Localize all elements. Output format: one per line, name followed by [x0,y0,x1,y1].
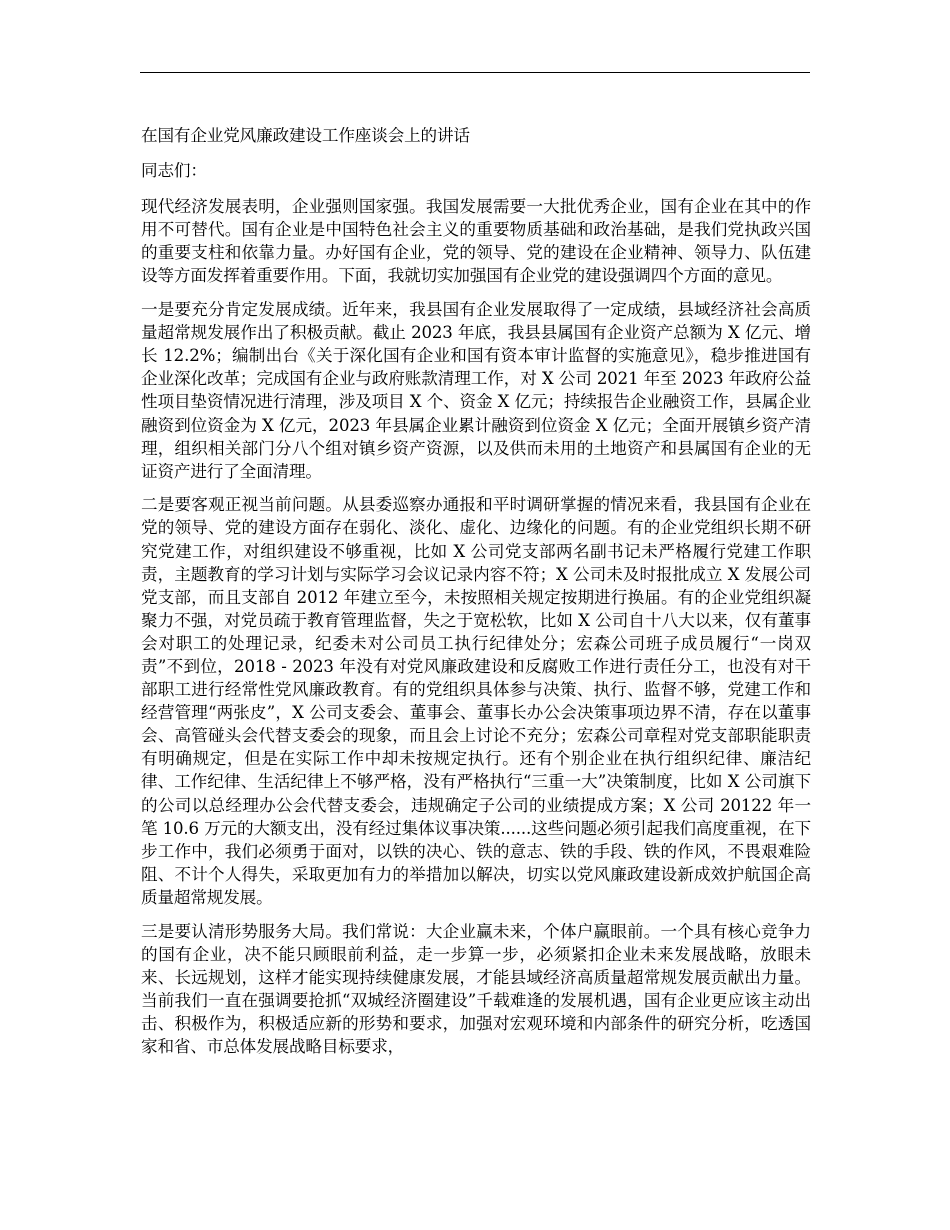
document-body [141,124,811,1069]
paragraph-situation: 三是要认清形势服务大局。我们常说：大企业赢未来，个体户赢眼前。一个具有核心竞争力的国有企业，决不能只顾眼前利益，走一步算一步，必须紧扣企业未来发展战略，放眼未来、长远规划，这样才能实现持续健康发展，才能县域经济高质量超常规发展贡献出力量。当前我们一直在强调要抢抓“双城经济圈建设”千载难逢的发展机遇，国有企业更应该主动出击、积极作为，积极适应新的形势和要求，加强对宏观环境和内部条件的研究分析，吃透国家和省、市总体发展战略目标要求， [141,921,811,1056]
paragraph-intro: 现代经济发展表明，企业强则国家强。我国发展需要一大批优秀企业，国有企业在其中的作用不可替代。国有企业是中国特色社会主义的重要物质基础和政治基础，是我们党执政兴国的重要支柱和依靠力量。办好国有企业，党的领导、党的建设在企业精神、领导力、队伍建设等方面发挥着重要作用。下面，我就切实加强国有企业党的建设强调四个方面的意见。 [141,197,811,286]
paragraph-achievements: 一是要充分肯定发展成绩。近年来，我县国有企业发展取得了一定成绩，县域经济社会高质量超常规发展作出了积极贡献。截止 2023 年底，我县县属国有企业资产总额为 X 亿元、增长 12.2%；编制出台《关于深化国有企业和国有资本审计监督的实施意见》，稳步推进国有企业深化改革；完成国有企业与政府账款清理工作，对 X 公司 2021 年至 2023 年政府公益性项目垫资情况进行清理，涉及项目 X 个、资金 X 亿元；持续报告企业融资工作，县属企业融资到位资金为 X 亿元，2023 年县属企业累计融资到位资金 X 亿元；全面开展镇乡资产清理，组织相关部门分八个组对镇乡资产资源，以及供而未用的土地资产和县属国有企业的无证资产进行了全面清理。 [141,300,811,481]
header-rule [140,72,810,73]
paragraph-problems: 二是要客观正视当前问题。从县委巡察办通报和平时调研掌握的情况来看，我县国有企业在党的领导、党的建设方面存在弱化、淡化、虚化、边缘化的问题。有的企业党组织长期不研究党建工作，对组织建设不够重视，比如 X 公司党支部两名副书记未严格履行党建工作职责，主题教育的学习计划与实际学习会议记录内容不符；X 公司未及时报批成立 X 发展公司党支部，而且支部自 2012 年建立至今，未按照相关规定按期进行换届。有的企业党组织凝聚力不强，对党员疏于教育管理监督，失之于宽松软，比如 X 公司自十八大以来，仅有董事会对职工的处理记录，纪委未对公司员工执行纪律处分；宏森公司班子成员履行“一岗双责”不到位，2018 - 2023 年没有对党风廉政建设和反腐败工作进行责任分工，也没有对干部职工进行经常性党风廉政教育。有的党组织具体参与决策、执行、监督不够，党建工作和经营管理“两张皮”，X 公司支委会、董事会、董事长办公会决策事项边界不清，存在以董事会、高管碰头会代替支委会的现象，而且会上讨论不充分；宏森公司章程对党支部职能职责有明确规定，但是在实际工作中却未按规定执行。还有个别企业在执行组织纪律、廉洁纪律、工作纪律、生活纪律上不够严格，没有严格执行“三重一大”决策制度，比如 X 公司旗下的公司以总经理办公会代替支委会，违规确定子公司的业绩提成方案；X 公司 20122 年一笔 10.6 万元的大额支出，没有经过集体议事决策......这些问题必须引起我们高度重视，在下步工作中，我们必须勇于面对，以铁的决心、铁的意志、铁的手段、铁的作风，不畏艰难险阻、不计个人得失，采取更加有力的举措加以解决，切实以党风廉政建设新成效护航国企高质量超常规发展。 [141,495,811,907]
document-title: 在国有企业党风廉政建设工作座谈会上的讲话 [141,126,470,145]
greeting: 同志们： [141,161,207,181]
